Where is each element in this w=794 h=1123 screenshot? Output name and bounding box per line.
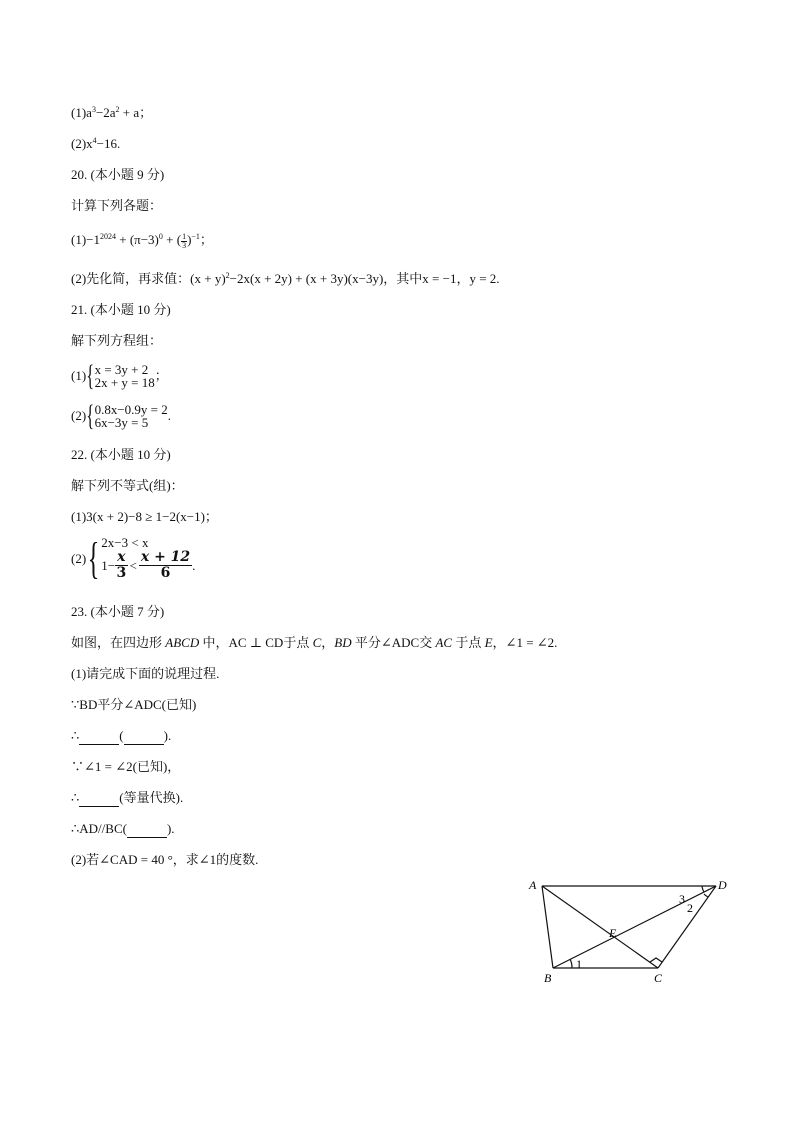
- q20-part2: (2)先化简，再求值：$(x + y)^2-2x(x + 2y) + (x + 3y)(x-3y)$，其中x = −1，y = 2.: [71, 271, 500, 286]
- segment-ac: [542, 886, 658, 968]
- right-angle-mark: [650, 958, 662, 962]
- label-angle-3: 3: [679, 892, 685, 906]
- q23-part2: (2)若∠CAD = 40 °，求∠1的度数.: [71, 852, 259, 867]
- q23-stem: 如图，在四边形 ABCD 中，AC ⊥ CD于点 C，BD 平分∠ADC交 AC 于点 E，∠1 = ∠2.: [71, 635, 558, 650]
- segment-bd: [553, 886, 716, 968]
- brace-icon: {: [86, 359, 95, 392]
- angle-arc-2: [704, 894, 708, 897]
- answer-blank[interactable]: [79, 790, 119, 807]
- q19-part2: $(2)x^4-16$.: [71, 136, 121, 151]
- brace-icon: {: [86, 399, 95, 432]
- q22-intro: 解下列不等式(组)：: [71, 478, 184, 493]
- segment-ab: [542, 886, 553, 968]
- q23-step2: ∴ ( ).: [71, 728, 172, 743]
- q21-part1: (1) { x = 3y + 2 2x + y = 18 ；: [71, 359, 168, 392]
- label-angle-1: 1: [576, 957, 582, 971]
- label-d: D: [718, 878, 727, 892]
- q22-part2: (2) { 2x−3 < x 1− $\frac{x}{3}$ < x + 12 6 .: [71, 533, 196, 583]
- q22-header: 22. (本小题 10 分): [71, 447, 171, 462]
- q20-header: 20. (本小题 9 分): [71, 167, 165, 182]
- q20-part1: $(1)-1^{2024} + (\pi-3)^0$ + ( $\frac{1}{3}$ )$^{-1}$；: [71, 231, 213, 250]
- answer-blank[interactable]: [79, 728, 119, 745]
- label-a: A: [529, 878, 537, 892]
- brace-icon: {: [87, 533, 100, 583]
- q21-part2: (2) { 0.8x−0.9y = 2 6x−3y = 5 .: [71, 399, 171, 432]
- q23-step4: ∴ (等量代换).: [71, 790, 184, 805]
- q22-part1: (1)3(x + 2)−8 ≥ 1−2(x−1)；: [71, 509, 218, 524]
- label-c: C: [654, 971, 663, 985]
- segment-cd: [658, 886, 716, 968]
- q23-step5: ∴AD//BC( ).: [71, 821, 175, 836]
- reason-blank[interactable]: [124, 728, 164, 745]
- label-e: E: [609, 926, 617, 940]
- label-b: B: [544, 971, 552, 985]
- angle-arc-3: [702, 886, 704, 892]
- fraction-one-third: $\frac{1}{3}$: [182, 231, 187, 250]
- q23-header: 23. (本小题 7 分): [71, 604, 165, 619]
- fraction-x-over-3: $\frac{x}{3}$: [116, 549, 127, 581]
- reason-blank[interactable]: [127, 821, 167, 838]
- q23-step1: ∵BD平分∠ADC(已知): [71, 697, 197, 712]
- fraction-x-plus-12-over-6: x + 12 6: [140, 549, 191, 581]
- quadrilateral-figure: [520, 872, 730, 992]
- q23-part1: (1)请完成下面的说理过程.: [71, 666, 220, 681]
- q21-header: 21. (本小题 10 分): [71, 302, 171, 317]
- q19-part1: $(1)a^3-2a^2 + a$；: [71, 105, 153, 120]
- angle-arc-1: [570, 959, 572, 968]
- q21-intro: 解下列方程组：: [71, 333, 163, 348]
- q23-step3: ∵∠1 = ∠2(已知)，: [71, 759, 181, 774]
- q20-intro: 计算下列各题：: [71, 198, 163, 213]
- label-angle-2: 2: [687, 901, 693, 915]
